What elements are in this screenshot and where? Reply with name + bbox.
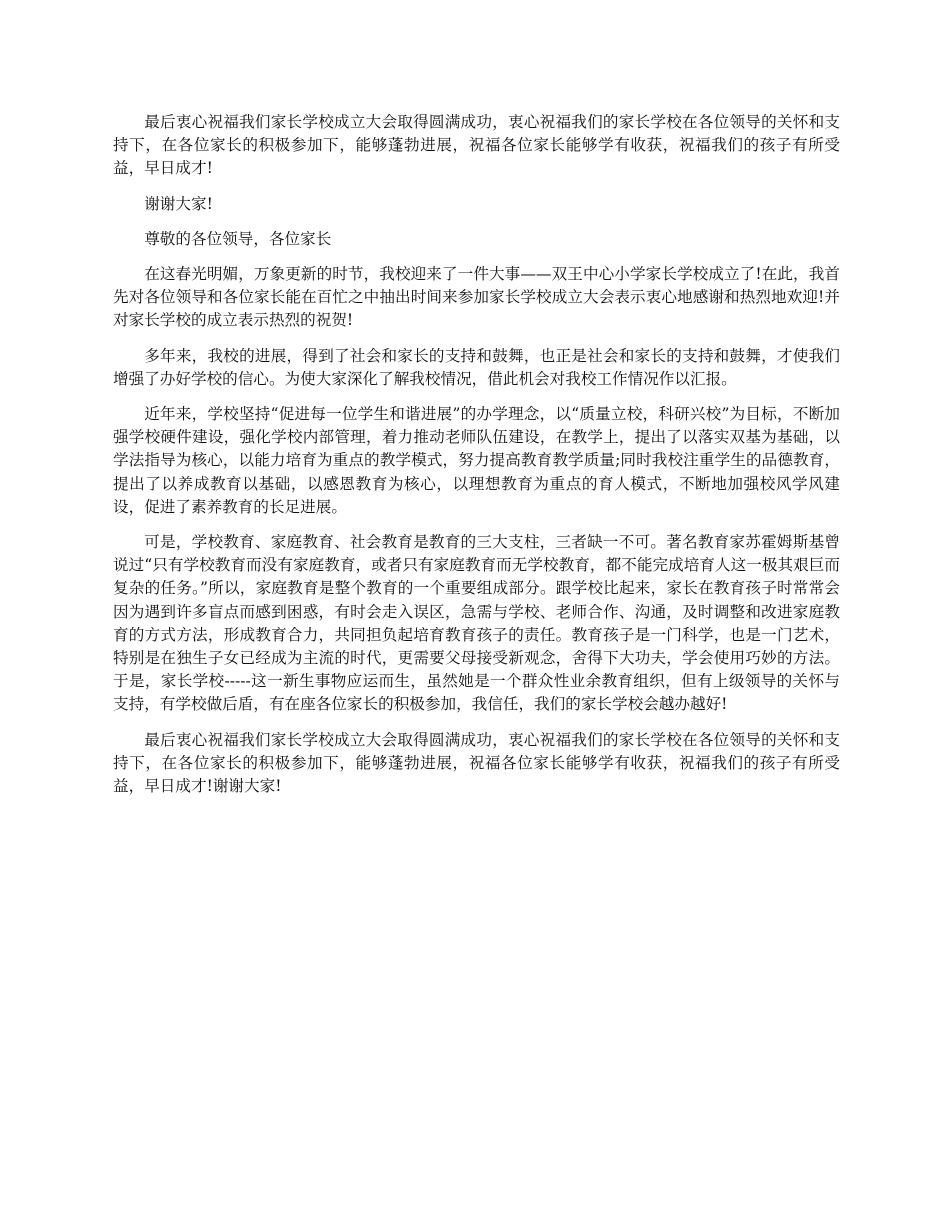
paragraph-opening: 在这春光明媚，万象更新的时节，我校迎来了一件大事——双王中心小学家长学校成立了!在此，我首先对各位领导和各位家长能在百忙之中抽出时间来参加家长学校成立大会表示衷心地感谢和热烈地欢迎!并对家长学校的成立表示热烈的祝贺! [113, 265, 840, 330]
paragraph-thanks: 谢谢大家! [144, 194, 213, 213]
paragraph-salutation: 尊敬的各位领导，各位家长 [144, 229, 332, 248]
paragraph-final-wishes: 最后衷心祝福我们家长学校成立大会取得圆满成功，衷心祝福我们的家长学校在各位领导的关怀和支持下，在各位家长的积极参加下，能够蓬勃进展，祝福各位家长能够学有收获，祝福我们的孩子有所受益，早日成才!谢谢大家! [113, 730, 840, 796]
paragraph-family-education: 可是，学校教育、家庭教育、社会教育是教育的三大支柱，三者缺一不可。著名教育家苏霍姆斯基曾说过“只有学校教育而没有家庭教育，或者只有家庭教育而无学校教育，都不能完成培育人这一极其艰巨而复杂的任务。”所以，家庭教育是整个教育的一个重要组成部分。跟学校比起来，家长在教育孩子时常常会因为遇到许多盲点而感到困惑，有时会走入误区，急需与学校、老师合作、沟通，及时调整和改进家庭教育的方式方法，形成教育合力，共同担负起培育教育孩子的责任。教育孩子是一门科学，也是一门艺术，特别是在独生子女已经成为主流的时代，更需要父母接受新观念，舍得下大功夫，学会使用巧妙的方法。于是，家长学校-----这一新生事物应运而生，虽然她是一个群众性业余教育组织，但有上级领导的关怀与支持，有学校做后盾，有在座各位家长的积极参加，我信任，我们的家长学校会越办越好! [113, 533, 840, 714]
paragraph-closing-wishes: 最后衷心祝福我们家长学校成立大会取得圆满成功，衷心祝福我们的家长学校在各位领导的关怀和支持下，在各位家长的积极参加下，能够蓬勃进展，祝福各位家长能够学有收获，祝福我们的孩子有所受益，早日成才! [113, 113, 840, 178]
paragraph-support: 多年来，我校的进展，得到了社会和家长的支持和鼓舞，也正是社会和家长的支持和鼓舞，才使我们增强了办好学校的信心。为使大家深化了解我校情况，借此机会对我校工作情况作以汇报。 [113, 346, 840, 388]
document-body [113, 111, 840, 810]
paragraph-school-philosophy: 近年来，学校坚持“促进每一位学生和谐进展”的办学理念，以“质量立校，科研兴校”为目标，不断加强学校硬件建设，强化学校内部管理，着力推动老师队伍建设，在教学上，提出了以落实双基为基础，以学法指导为核心，以能力培育为重点的教学模式，努力提高教育教学质量;同时我校注重学生的品德教育，提出了以养成教育以基础，以感恩教育为核心，以理想教育为重点的育人模式，不断地加强校风学风建设，促进了素养教育的长足进展。 [113, 405, 840, 516]
